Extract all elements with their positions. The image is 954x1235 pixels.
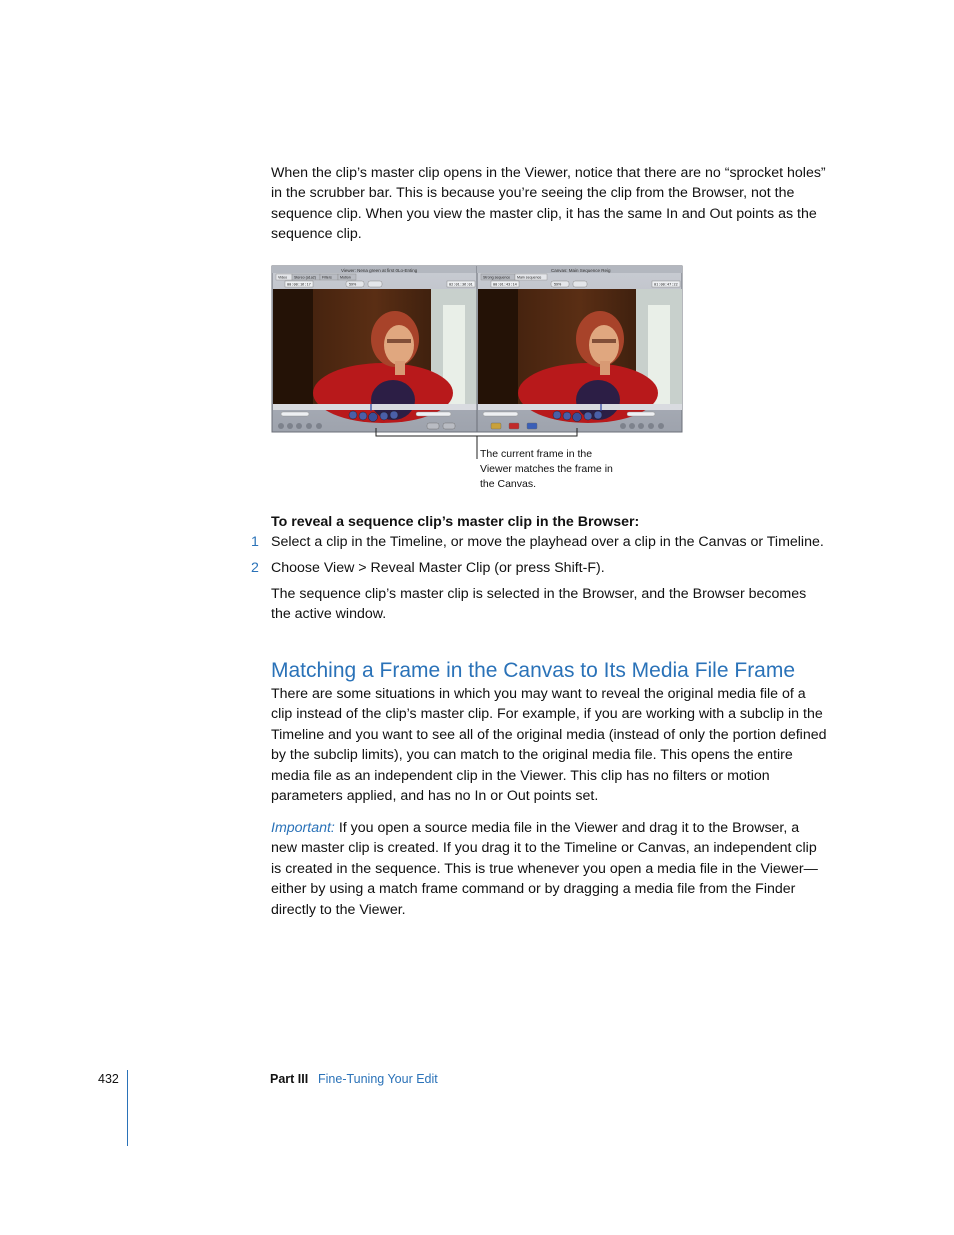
canvas-tab-1: Strong sequence [483,275,511,280]
intro-paragraph: When the clip’s master clip opens in the Viewer, notice that there are no “sprocket holes” in the scrubber bar. This is because you’re seeing the clip from the Browser, not the sequence clip. When you view the master clip, it has the same In and Out points as the sequence clip. [271,165,826,243]
canvas-tab-2: Main sequence [517,275,542,280]
section-paragraph: There are some situations in which you may want to reveal the original media file of a clip instead of the clip’s master clip. For example, if you are working with a subclip in the Timeline and you want to see all of the original media (instead of only the portion defined by the subclip limits), you can match to the original media file. This opens the entire media file as an independent clip in the Viewer. This clip has no filters or motion parameters applied, and has no In or Out points set. [271,686,827,805]
figure-callout: The current frame in the Viewer matches the frame in the Canvas. [480,448,613,490]
footer-part: Part III [270,1072,309,1086]
footer-rule [127,1070,128,1146]
step-text: Choose View > Reveal Master Clip (or press Shift-F). [271,560,605,576]
important-label: Important: [271,820,335,836]
step-number: 2 [251,560,259,576]
viewer-video-frame [273,289,477,423]
viewer-tab-motion: Motion [340,275,351,280]
task-heading: To reveal a sequence clip’s master clip in the Browser: [271,514,640,530]
viewer-canvas-screenshot [271,265,683,438]
viewer-timecode-left: 00:00:16:17 [287,282,311,287]
result-paragraph: The sequence clip’s master clip is selected in the Browser, and the Browser becomes the active window. [271,586,807,623]
section-heading: Matching a Frame in the Canvas to Its Media File Frame [271,659,796,682]
important-text: If you open a source media file in the Viewer and drag it to the Browser, a new master clip is created. If you drag it to the Timeline or Canvas, an independent clip is created in the sequence. This is true whenever you open a media file in the Viewer—either by using a match frame command or by dragging a media file from the Finder directly to the Viewer. [271,820,818,918]
viewer-timecode-right: 02:01:36:01 [449,282,473,287]
canvas-video-frame [478,289,682,423]
footer-chapter: Fine-Tuning Your Edit [318,1072,438,1086]
page-number: 432 [98,1072,119,1086]
step-number: 1 [251,534,259,550]
viewer-tab-video: Video [278,275,288,280]
viewer-tab-filters: Filters [322,275,332,280]
viewer-window [272,266,477,432]
canvas-tabs [481,274,547,280]
viewer-tabs [276,274,356,280]
viewer-title: Viewer: Nena green at first 0Lo-Enting [341,268,418,273]
canvas-zoom: 59% [554,282,562,287]
canvas-timecode-right: 01:00:47:22 [654,282,678,287]
canvas-title: Canvas: Main Sequence Reig [551,268,611,273]
step-text: Select a clip in the Timeline, or move the playhead over a clip in the Canvas or Timeline. [271,534,824,550]
canvas-window [477,266,682,432]
viewer-zoom: 59% [349,282,357,287]
important-note [271,818,827,920]
canvas-timecode-left: 00:01:43:14 [493,282,517,287]
viewer-tab-stereo: Stereo (a1a2) [294,275,316,280]
